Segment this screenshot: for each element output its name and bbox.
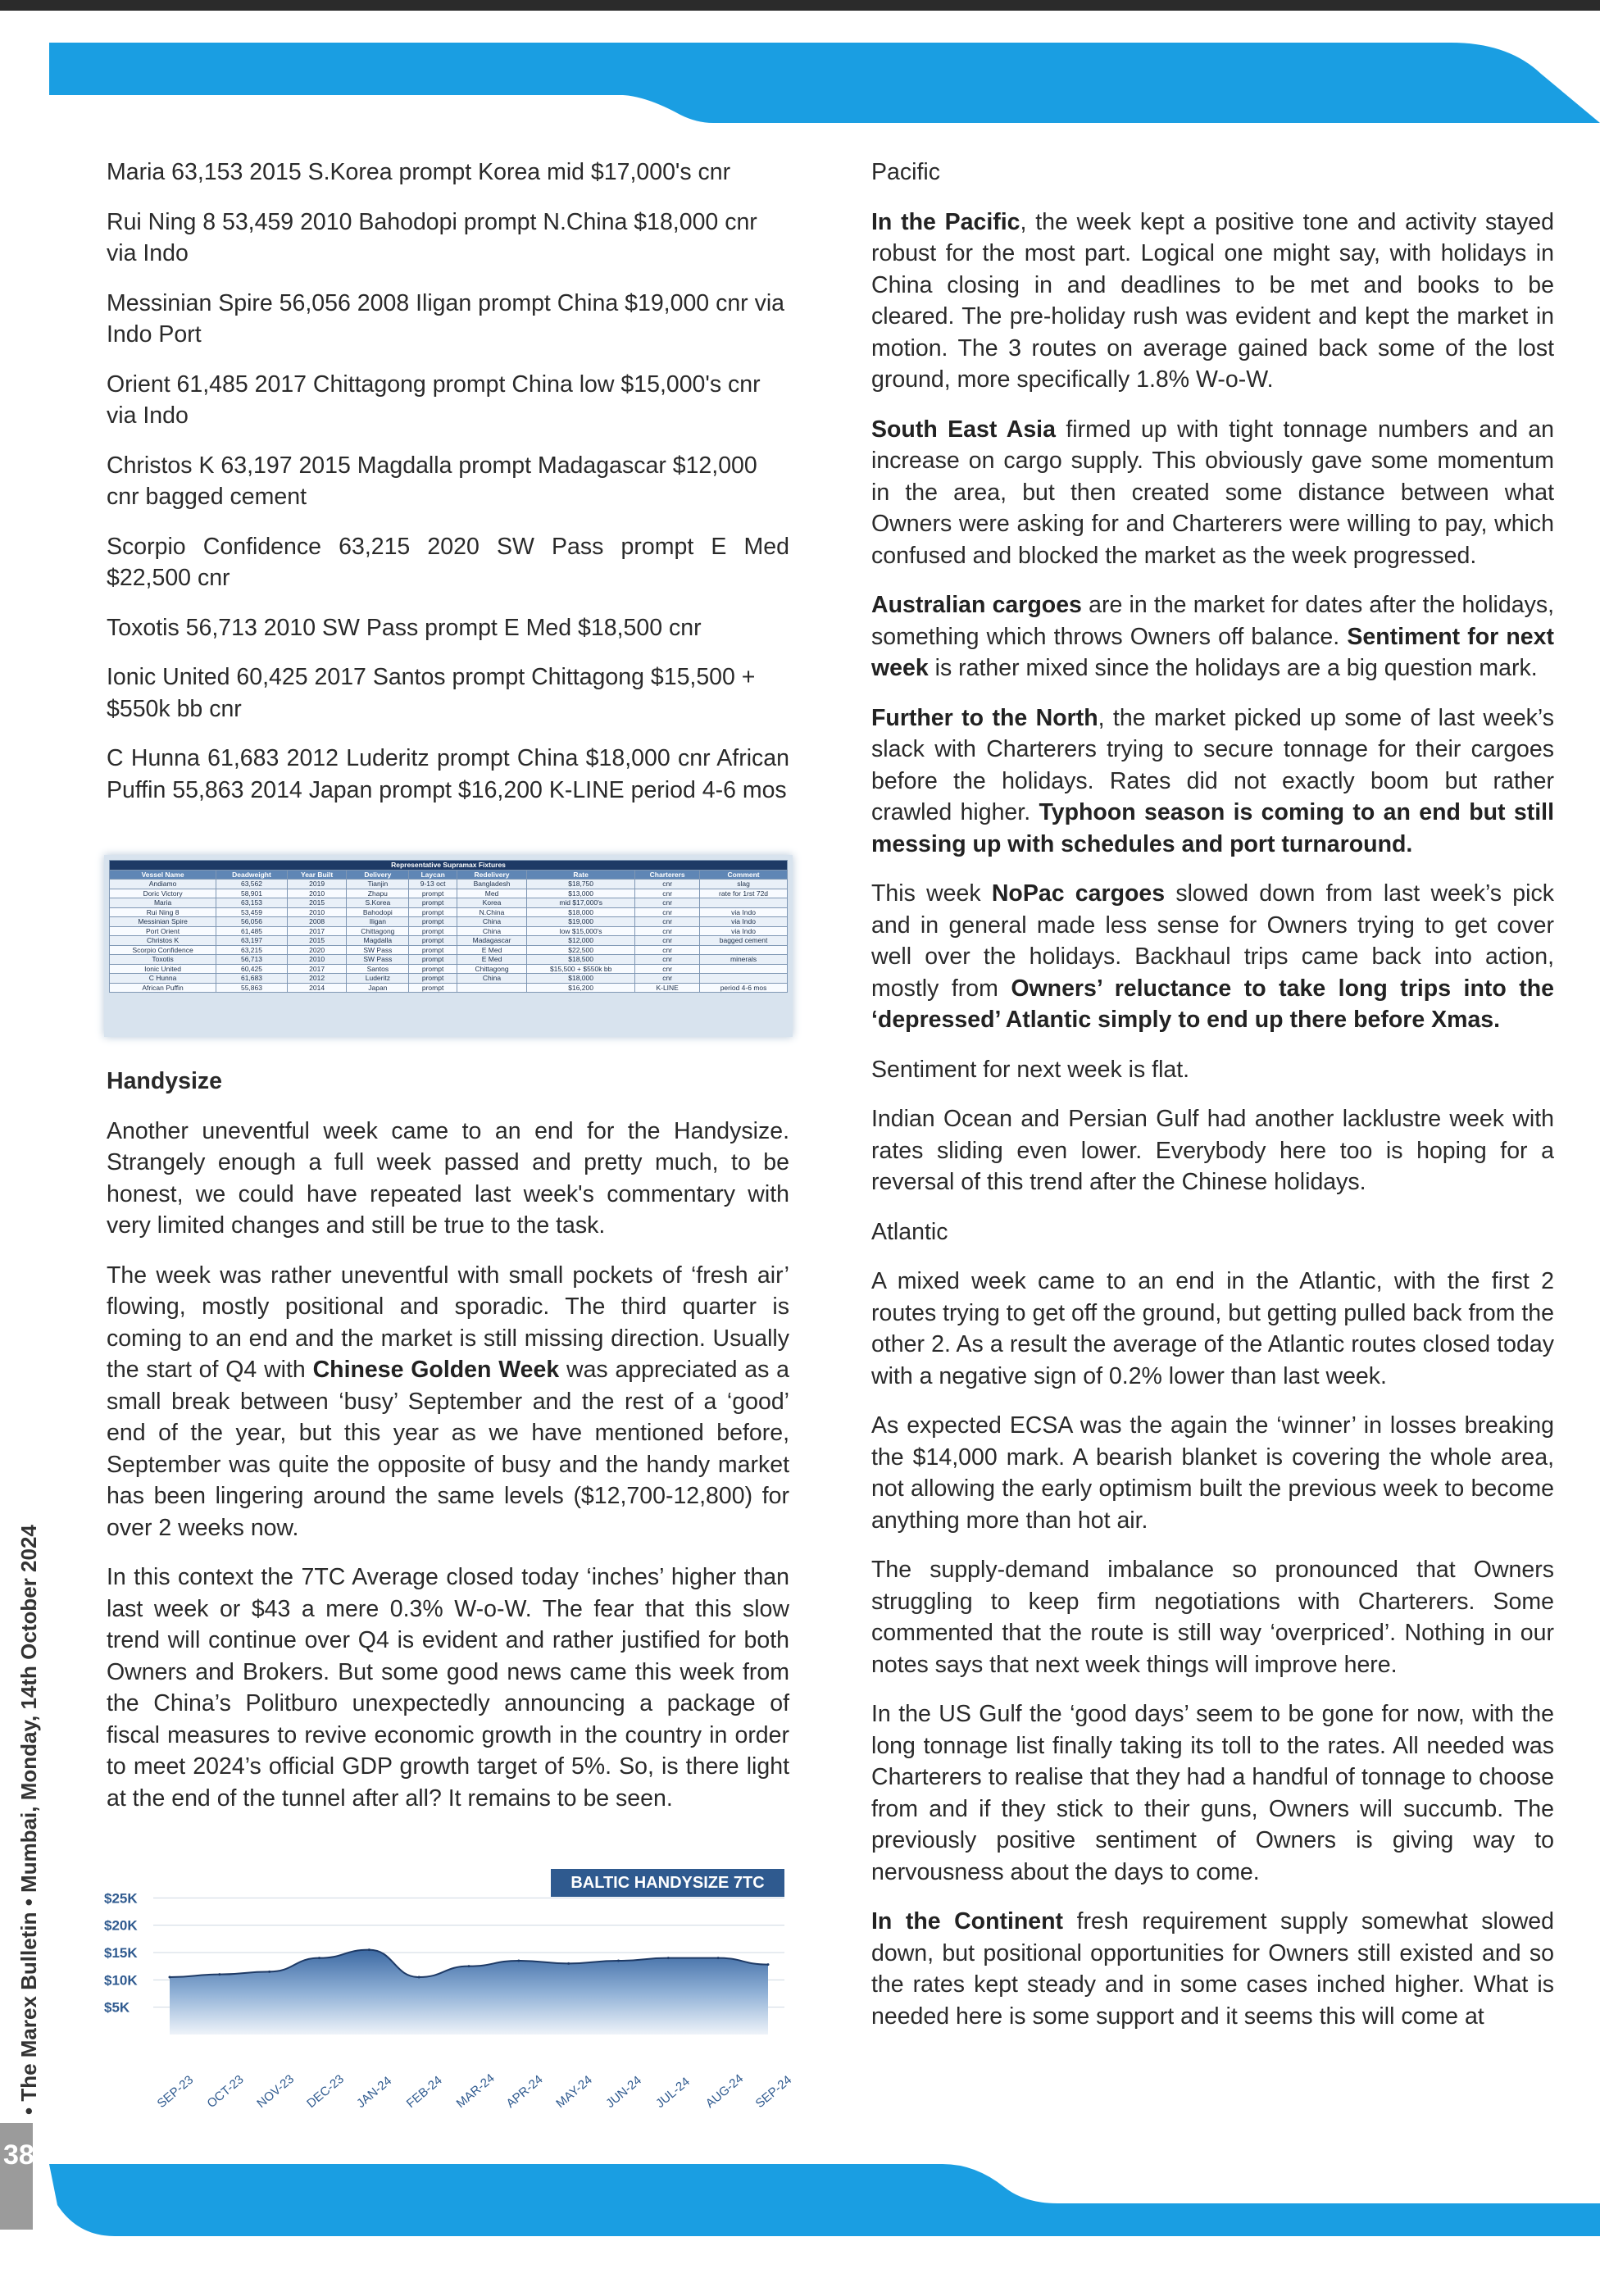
table-cell: $18,000 [527,907,635,917]
atlantic-heading: Atlantic [871,1218,948,1245]
table-header: Laycan [409,870,457,880]
table-cell: 2017 [287,964,347,974]
x-tick-label: MAY-24 [553,2072,595,2112]
data-point [767,1963,770,1966]
x-tick-label: FEB-24 [403,2073,445,2112]
footer-band [0,2156,1600,2246]
table-row [110,880,788,889]
table-cell: N.China [457,907,526,917]
table-cell: SW Pass [347,955,409,965]
table-cell: 2020 [287,945,347,955]
table-cell: via Indo [700,926,788,936]
table-cell: C Hunna [110,974,216,984]
us-gulf-paragraph: In the US Gulf the ‘good days’ seem to be gone for now, with the long tonnage list finally taking its toll to the rates. All needed was Charterers to realise that they had a handful of tonnage to choose from and if they stick to their guns, Owners will succumb. The previously positive sentiment of Owners is giving way to nervousness about the days to come. [871,1701,1554,1885]
fixture-line: C Hunna 61,683 2012 Luderitz prompt China $18,000 cnr African Puffin 55,863 2014 Japan prompt $16,200 K-LINE period 4-6 mos [107,745,789,803]
table-cell: Bangladesh [457,880,526,889]
table-cell: cnr [635,974,700,984]
data-point [517,1960,520,1962]
table-cell: 2014 [287,983,347,993]
table-cell: 2012 [287,974,347,984]
table-header: Charterers [635,870,700,880]
table-cell: $18,500 [527,955,635,965]
south-east-asia-paragraph: South East Asia firmed up with tight tonnage numbers and an increase on cargo supply. This obviously gave some momentum in the area, but then created some distance between what Owners were asking for and Charterers were willing to pay, which confused and blocked the market as the week progressed. [871,416,1554,569]
table-cell: S.Korea [347,898,409,908]
table-cell: Maria [110,898,216,908]
table-cell: Luderitz [347,974,409,984]
indian-ocean-paragraph: Indian Ocean and Persian Gulf had another lacklustre week with rates sliding even lower. Everybody here too is hoping for a reversal of this trend after the Chinese holidays. [871,1106,1554,1195]
table-cell: Med [457,889,526,898]
x-tick-label: NOV-23 [254,2071,298,2112]
table-header: Year Built [287,870,347,880]
table-cell: 2010 [287,955,347,965]
fixture-line: Christos K 63,197 2015 Magdalla prompt Madagascar $12,000 cnr bagged cement [107,452,757,510]
data-point [169,1976,171,1979]
header-band [0,33,1600,123]
table-cell: prompt [409,898,457,908]
table-cell: cnr [635,917,700,927]
handysize-heading: Handysize [107,1068,222,1094]
x-tick-label: APR-24 [503,2072,546,2112]
table-cell [457,983,526,993]
table-cell: China [457,974,526,984]
table-header: Deadweight [216,870,288,880]
chart-canvas [104,1862,793,2133]
data-point [418,1976,420,1979]
table-cell: Tianjin [347,880,409,889]
handysize-paragraph: Another uneventful week came to an end for the Handysize. Strangely enough a full week passed and pretty much, to be honest, we could have repeated last week's commentary with very limited changes and still be true to the task. [107,1117,789,1239]
table-cell: prompt [409,983,457,993]
table-cell: cnr [635,889,700,898]
left-column-fixtures [107,157,789,824]
fixture-line: Rui Ning 8 53,459 2010 Bahodopi prompt N.China $18,000 cnr via Indo [107,208,757,266]
table-cell: low $15,000's [527,926,635,936]
atlantic-paragraph: As expected ECSA was the again the ‘winner’ in losses breaking the $14,000 mark. A bearish blanket is covering the whole area, not allowing the early optimism built the previous week to become anything more than hot air. [871,1412,1554,1534]
y-tick-label: $5K [104,1999,130,2016]
table-cell: prompt [409,945,457,955]
chart-title: BALTIC HANDYSIZE 7TC [551,1869,784,1897]
table-cell: Chittagong [347,926,409,936]
x-tick-label: SEP-23 [154,2072,197,2112]
table-cell: Chittagong [457,964,526,974]
table-cell: 63,215 [216,945,288,955]
table-cell: $12,000 [527,936,635,946]
table-cell: 9-13 oct [409,880,457,889]
page-number-tab [0,2123,33,2230]
table-cell: bagged cement [700,936,788,946]
table-cell: $16,200 [527,983,635,993]
table-cell: Iligan [347,917,409,927]
table-header: Rate [527,870,635,880]
table-cell: 2010 [287,889,347,898]
table-cell: 63,562 [216,880,288,889]
table-cell: 63,197 [216,936,288,946]
table-cell: Santos [347,964,409,974]
table-cell: $15,500 + $550k bb [527,964,635,974]
page-number: 38 [3,2139,34,2171]
table-cell: rate for 1rst 72d [700,889,788,898]
table-cell: 56,056 [216,917,288,927]
table-cell: Andiamo [110,880,216,889]
table-cell: prompt [409,936,457,946]
atlantic-paragraph: The supply-demand imbalance so pronounced that Owners struggling to keep firm negotiations with Charterers. Some commented that the route is still way ‘overpriced’. Nothing in our notes says that next week things will improve here. [871,1557,1554,1678]
table-header: Vessel Name [110,870,216,880]
data-point [667,1957,670,1959]
fixture-line: Orient 61,485 2017 Chittagong prompt China low $15,000's cnr via Indo [107,371,761,429]
table-cell: 60,425 [216,964,288,974]
table-cell: cnr [635,955,700,965]
table-header: Redelivery [457,870,526,880]
pacific-heading: Pacific [871,159,940,185]
table-cell: Christos K [110,936,216,946]
table-header: Comment [700,870,788,880]
table-cell: mid $17,000's [527,898,635,908]
table-cell: Toxotis [110,955,216,965]
table-cell: 61,485 [216,926,288,936]
table-cell [700,974,788,984]
x-tick-label: SEP-24 [752,2072,793,2112]
table-row [110,926,788,936]
table-cell: $19,000 [527,917,635,927]
table-cell: $18,750 [527,880,635,889]
table-row [110,974,788,984]
table-cell: Zhapu [347,889,409,898]
table-cell: prompt [409,917,457,927]
table-cell: African Puffin [110,983,216,993]
table-cell: Madagascar [457,936,526,946]
x-tick-label: OCT-23 [204,2072,247,2112]
table-body [110,880,788,993]
table-cell: prompt [409,907,457,917]
table-cell: cnr [635,926,700,936]
table-title: Representative Supramax Fixtures [110,861,788,871]
fixture-line: Toxotis 56,713 2010 SW Pass prompt E Med $18,500 cnr [107,614,702,641]
table-cell: prompt [409,955,457,965]
table-cell: 2019 [287,880,347,889]
data-point [468,1965,470,1967]
table-cell: 56,713 [216,955,288,965]
table-cell: Scorpio Confidence [110,945,216,955]
data-point [268,1971,270,1973]
data-point [218,1973,220,1975]
table-cell: Bahodopi [347,907,409,917]
table-cell: Doric Victory [110,889,216,898]
table-cell: $22,500 [527,945,635,955]
data-point [318,1957,320,1959]
table-cell: Rui Ning 8 [110,907,216,917]
table-row [110,936,788,946]
table-cell: cnr [635,907,700,917]
x-tick-label: JAN-24 [353,2073,395,2112]
table-cell [700,964,788,974]
side-publication-text: • The Marex Bulletin • Mumbai, Monday, 14th October 2024 [16,1525,41,2115]
atlantic-paragraph: A mixed week came to an end in the Atlantic, with the first 2 routes trying to get off the ground, but getting pulled back from the other 2. As a result the average of the Atlantic routes closed today with a negative sign of 0.2% lower than last week. [871,1268,1554,1389]
table-cell: cnr [635,964,700,974]
table-row [110,907,788,917]
table-cell [700,898,788,908]
table-cell: period 4-6 mos [700,983,788,993]
table-cell: 53,459 [216,907,288,917]
table-cell: via Indo [700,907,788,917]
top-rule [0,0,1600,11]
nopac-paragraph: This week NoPac cargoes slowed down from last week’s pick and in general made less sense for Owners trying to get cover well over the holidays. Backhaul trips came back into action, mostly from Owners’ reluctance to take long trips into the ‘depressed’ Atlantic simply to end up there before Xmas. [871,880,1555,1033]
x-tick-label: MAR-24 [453,2071,498,2112]
x-tick-label: JUL-24 [652,2074,693,2112]
table-cell: minerals [700,955,788,965]
table-cell: 2017 [287,926,347,936]
data-point [617,1960,620,1962]
north-paragraph: Further to the North, the market picked up some of last week’s slack with Charterers trying to secure tonnage for their cargoes before the holidays. Rates did not exactly boom but rather crawled higher. Typhoon season is coming to an end but still messing up with schedules and port turnaround. [871,704,1554,857]
table-cell [700,945,788,955]
table-row [110,983,788,993]
table-cell: China [457,917,526,927]
supramax-fixtures-table [104,855,793,1037]
fixture-line: Scorpio Confidence 63,215 2020 SW Pass prompt E Med $22,500 cnr [107,533,789,591]
handysize-paragraph: The week was rather uneventful with small pockets of ‘fresh air’ flowing, mostly positional and sporadic. The third quarter is coming to an end and the market is still missing direction. Usually the start of Q4 with Chinese Golden Week was appreciated as a small break between ‘busy’ September and the rest of a ‘good’ end of the year, but this year as we have mentioned before, September was quite the opposite of busy and the handy market has been lingering around the same levels ($12,700-12,800) for over 2 weeks now. [107,1262,789,1541]
table-cell: 58,901 [216,889,288,898]
fixture-line: Maria 63,153 2015 S.Korea prompt Korea mid $17,000's cnr [107,159,731,185]
table-cell: 55,863 [216,983,288,993]
handysize-section [107,1066,789,1832]
table-cell: cnr [635,945,700,955]
australia-paragraph: Australian cargoes are in the market for dates after the holidays, something which throws Owners off balance. Sentiment for next week is rather mixed since the holidays are a big question mark. [871,592,1554,681]
table-cell: 2008 [287,917,347,927]
data-point [717,1957,720,1959]
table-cell: E Med [457,955,526,965]
table-cell: China [457,926,526,936]
table-cell: slag [700,880,788,889]
table-row [110,945,788,955]
table-cell: Korea [457,898,526,908]
x-tick-label: JUN-24 [603,2073,645,2112]
table-cell: 2015 [287,936,347,946]
data-point [567,1962,570,1965]
table-cell: $13,000 [527,889,635,898]
table-row [110,889,788,898]
table-cell: cnr [635,898,700,908]
table-cell: SW Pass [347,945,409,955]
table-cell: 2015 [287,898,347,908]
table-cell: prompt [409,926,457,936]
fixture-line: Messinian Spire 56,056 2008 Iligan prompt China $19,000 cnr via Indo Port [107,289,785,348]
baltic-handysize-chart [104,1862,793,2133]
table-cell: Port Orient [110,926,216,936]
table-cell: via Indo [700,917,788,927]
y-tick-label: $15K [104,1945,138,1961]
table-cell: prompt [409,889,457,898]
table-cell: $18,000 [527,974,635,984]
table-row [110,917,788,927]
table-cell: cnr [635,880,700,889]
x-tick-label: DEC-23 [304,2071,347,2112]
table-cell: K-LINE [635,983,700,993]
data-point [368,1948,370,1951]
table-cell: 61,683 [216,974,288,984]
y-tick-label: $10K [104,1972,138,1989]
table-row [110,955,788,965]
y-tick-label: $25K [104,1890,138,1907]
pacific-paragraph: In the Pacific, the week kept a positive tone and activity stayed robust for the most part. Logical one might say, with holidays in China closing in and deadlines to be met and books to be cleared. The pre-holiday rush was evident and kept the market in motion. The 3 routes on average gained back some of the lost ground, more specifically 1.8% W-o-W. [871,208,1554,393]
table-cell: cnr [635,936,700,946]
table-cell: prompt [409,964,457,974]
table-cell: prompt [409,974,457,984]
table-cell: 2010 [287,907,347,917]
table-cell: 63,153 [216,898,288,908]
series-area [170,1950,768,2035]
table-row [110,964,788,974]
continent-paragraph: In the Continent fresh requirement supply somewhat slowed down, but positional opportunities for Owners still existed and so the rates kept steady and in some cases inched higher. What is needed here is some support and it seems this will come at [871,1908,1555,2030]
table-row [110,898,788,908]
table-cell: Japan [347,983,409,993]
fixture-line: Ionic United 60,425 2017 Santos prompt Chittagong $15,500 + $550k bb cnr [107,664,756,722]
table-cell: Messinian Spire [110,917,216,927]
table-cell: Ionic United [110,964,216,974]
table-header: Delivery [347,870,409,880]
sentiment-paragraph: Sentiment for next week is flat. [871,1056,1190,1083]
right-column [871,157,1554,2050]
table-cell: E Med [457,945,526,955]
handysize-paragraph: In this context the 7TC Average closed today ‘inches’ higher than last week or $43 a mere 0.3% W-o-W. The fear that this slow trend will continue over Q4 is evident and rather justified for both Owners and Brokers. But some good news came this week from the China’s Politburo unexpectedly announcing a package of fiscal measures to revive economic growth in the country in order to meet 2024’s official GDP growth target of 5%. So, is there light at the end of the tunnel after all? It remains to be seen. [107,1564,789,1812]
x-tick-label: AUG-24 [702,2071,747,2112]
table-cell: Magdalla [347,936,409,946]
y-tick-label: $20K [104,1917,138,1934]
